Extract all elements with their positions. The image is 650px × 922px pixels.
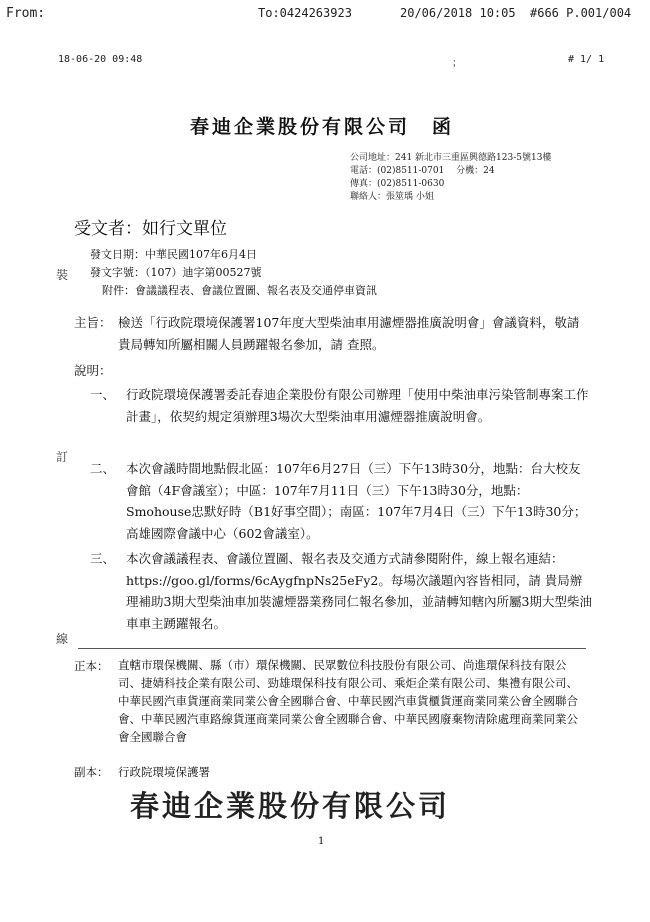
fax-date-time: 20/06/2018 10:05	[400, 6, 516, 20]
company-fax: 傳真：(02)8511-0630	[350, 179, 445, 189]
issue-date: 發文日期：中華民國107年6月4日	[90, 248, 257, 261]
explanation-label: 說明：	[74, 363, 112, 378]
cc-main-label: 正本：	[74, 659, 109, 673]
item-text: 本次會議議程表、會議位置圖、報名表及交通方式請參閱附件，線上報名連結：https://goo.gl/forms/6cAygfnpNs25eFy2。每場次議題內容皆相同，請 貴局辦理補助3期大型柴油車加裝濾煙器業務同仁報名參加，並請轉知轄內所屬3期大型柴油車車主踴躍報名。	[126, 551, 592, 631]
cc-main-text: 直轄市環保機關、縣（市）環保機關、民眾數位科技股份有限公司、尚進環保科技有限公司、捷婧科技企業有限公司、勁雄環保科技有限公司、乘炬企業有限公司、集禮有限公司、中華民國汽車貨運商業同業公會全國聯合會、中華民國汽車貨櫃貨運商業同業公會全國聯合會、中華民國汽車路線貨運商業同業公會全國聯合會、中華民國廢棄物清除處理商業同業公會全國聯合會	[118, 658, 578, 744]
company-phone: 電話：(02)8511-0701 分機：24	[350, 166, 495, 176]
cc-copy-label: 副本：	[74, 765, 109, 779]
fax-to-number: To:0424263923	[258, 6, 352, 20]
binding-mark-xian: 線	[56, 632, 69, 646]
fax-received-stamp: 18-06-20 09:48	[58, 54, 143, 65]
binding-mark-zhuang: 裝	[56, 268, 69, 282]
fax-from-label: From:	[6, 6, 46, 21]
fax-job-page: #666 P.001/004	[530, 6, 632, 20]
subject-text: 檢送「行政院環境保護署107年度大型柴油車用濾煙器推廣說明會」會議資料，敬請 貴局轉知所屬相關人員踴躍報名參加，請 查照。	[118, 315, 580, 352]
attachment-list: 附件：會議議程表、會議位置圖、報名表及交通停車資訊	[102, 284, 377, 297]
item-number: 三、	[90, 551, 116, 566]
page-number: 1	[318, 836, 325, 847]
company-title: 春迪企業股份有限公司	[190, 116, 411, 138]
item-number: 一、	[90, 387, 116, 402]
section-divider	[78, 648, 586, 649]
binding-mark-ding: 訂	[56, 450, 69, 464]
recipient-line: 受文者：如行文單位	[74, 219, 227, 239]
subject-label: 主旨：	[74, 315, 112, 330]
fax-mid-mark: ；	[452, 58, 462, 69]
document-type: 函	[432, 116, 455, 138]
company-address: 公司地址：241 新北市三重區興德路123-5號13樓	[350, 153, 552, 163]
issue-number: 發文字號：（107）迪字第00527號	[90, 266, 262, 279]
item-number: 二、	[90, 461, 116, 476]
item-text: 行政院環境保護署委託春迪企業股份有限公司辦理「使用中柴油車污染管制專案工作計畫」，依契約規定須辦理3場次大型柴油車用濾煙器推廣說明會。	[126, 387, 589, 424]
fax-page-count: # 1/ 1	[568, 54, 605, 65]
item-text: 本次會議時間地點假北區：107年6月27日（三）下午13時30分，地點：台大校友會館（4F會議室）；中區：107年7月11日（三）下午13時30分，地點：Smohouse忠默好時（B1好事空間）；南區：107年7月4日（三）下午13時30分；高雄國際會議中心（602會議室）。	[126, 461, 587, 541]
company-seal-stamp: 春迪企業股份有限公司	[130, 789, 451, 823]
company-contact: 聯絡人：張筮瑀 小姐	[350, 192, 434, 202]
cc-copy-text: 行政院環境保護署	[118, 765, 210, 779]
